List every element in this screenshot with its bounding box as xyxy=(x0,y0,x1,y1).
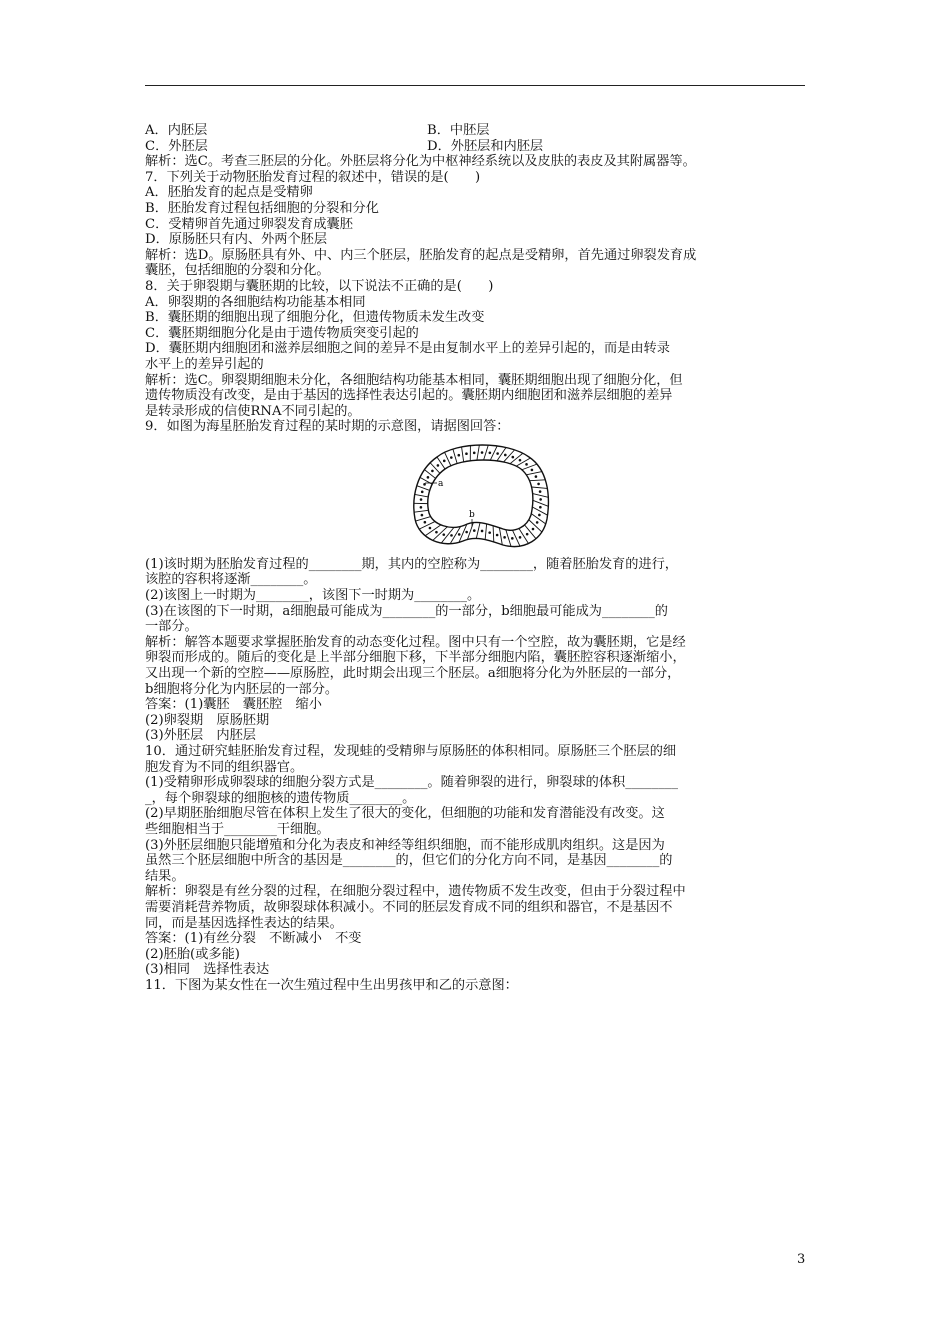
option-text: D．外胚层和内胚层 xyxy=(427,138,544,154)
text-line: 该腔的容积将逐渐________。 xyxy=(145,572,317,588)
text-line: (3)相同 选择性表达 xyxy=(145,962,270,978)
text-line: C．囊胚期细胞分化是由于遗传物质突变引起的 xyxy=(145,325,419,341)
option-text: A．内胚层 xyxy=(145,123,208,138)
cell-wall xyxy=(417,486,430,491)
cell-wall xyxy=(477,445,479,460)
starfish-blastula-figure xyxy=(145,439,810,551)
text-line: 9．如图为海星胚胎发育过程的某时期的示意图，请据图回答： xyxy=(145,419,510,435)
option-row xyxy=(145,123,810,139)
cell-wall xyxy=(512,530,519,546)
cell-nucleus xyxy=(457,454,460,457)
cell-nucleus xyxy=(496,452,499,455)
cell-nucleus xyxy=(420,498,423,501)
cell-wall xyxy=(529,520,542,532)
cell-nucleus xyxy=(539,506,542,509)
cell-nucleus xyxy=(450,534,453,537)
text-line: 解析：选C。卵裂期细胞未分化，各细胞结构功能基本相同，囊胚期细胞出现了细胞分化，但 xyxy=(145,372,683,388)
cell-wall xyxy=(519,528,529,543)
text-line: 11．下图为某女性在一次生殖过程中生出男孩甲和乙的示意图： xyxy=(145,977,518,993)
cell-nucleus xyxy=(535,475,538,478)
cell-nucleus xyxy=(443,459,446,462)
text-line: B．胚胎发育过程包括细胞的分裂和分化 xyxy=(145,200,379,216)
text-line: 胞发育为不同的组织器官。 xyxy=(145,759,304,775)
cell-wall xyxy=(499,528,502,545)
text-line: A．卵裂期的各细胞结构功能基本相同 xyxy=(145,294,366,310)
cell-wall xyxy=(425,525,441,536)
header-rule xyxy=(145,85,805,86)
cell-nucleus xyxy=(526,533,529,536)
text-line: 遗传物质没有改变，是由于基因的选择性表达引起的。囊胚期内细胞团和滋养层细胞的差异 xyxy=(145,388,673,404)
text-line: 解析：解答本题要求掌握胚胎发育的动态变化过程。图中只有一个空腔，故为囊胚期，它是经 xyxy=(145,634,686,650)
cell-wall xyxy=(506,530,511,547)
blastula-diagram xyxy=(407,439,557,551)
cell-wall xyxy=(419,521,435,529)
cell-nucleus xyxy=(525,463,528,466)
cell-wall xyxy=(414,510,428,512)
cell-wall xyxy=(462,447,464,462)
cell-nucleus xyxy=(538,514,541,517)
cell-nucleus xyxy=(450,456,453,459)
questions-9-11-text xyxy=(145,557,810,994)
page-content xyxy=(145,123,810,994)
cell-wall xyxy=(415,516,430,521)
cell-nucleus xyxy=(519,459,522,462)
text-line: 7．下列关于动物胚胎发育过程的叙述中，错误的是( ) xyxy=(145,169,481,185)
cell-wall xyxy=(493,526,494,542)
text-line: 同，而是基因选择性表达的结果。 xyxy=(145,915,343,931)
question-6-options xyxy=(145,123,810,154)
text-line: 10．通过研究蛙胚胎发育过程，发现蛙的受精卵与原肠胚的体积相同。原肠胚三个胚层的细 xyxy=(145,744,677,759)
cell-nucleus xyxy=(512,456,515,459)
text-line: (2)该图上一时期为________，该图下一时期为________。 xyxy=(145,588,481,604)
cell-nucleus xyxy=(423,483,426,486)
cell-wall xyxy=(522,464,537,470)
text-line: _，每个卵裂球的细胞核的遗传物质________。 xyxy=(145,790,416,806)
cell-wall xyxy=(445,452,451,465)
cell-wall xyxy=(516,458,530,466)
cell-wall xyxy=(532,487,548,488)
cell-wall xyxy=(467,522,473,539)
cell-wall xyxy=(533,500,548,506)
cell-nucleus xyxy=(458,533,461,536)
cell-wall xyxy=(525,525,536,539)
text-line: 虽然三个胚层细胞中所含的基因是________的，但它们的分化方向不同，是基因________的 xyxy=(145,853,673,869)
cell-nucleus xyxy=(424,521,427,524)
cell-nucleus xyxy=(539,498,542,501)
text-line: (1)该时期为胚胎发育过程的________期，其内的空腔称为________，随着胚胎发育的进行， xyxy=(145,556,678,572)
page-number: 3 xyxy=(797,1252,806,1267)
text-line: (3)外胚层 内胚层 xyxy=(145,728,256,744)
cell-wall xyxy=(526,471,542,474)
text-line: B．囊胚期的细胞出现了细胞分化，但遗传物质未发生改变 xyxy=(145,310,485,326)
cell-nucleus xyxy=(435,531,438,534)
cell-nucleus xyxy=(511,537,514,540)
label-b: b xyxy=(469,509,475,520)
option-text: B．中胚层 xyxy=(427,123,490,138)
text-line: 卵裂而形成的。随后的变化是上半部分细胞下移，下半部分细胞内陷，囊胚腔容积逐渐缩小， xyxy=(145,650,686,666)
label-a: a xyxy=(438,478,444,489)
cell-wall xyxy=(485,524,486,540)
cell-nucleus xyxy=(442,533,445,536)
cell-nucleus xyxy=(496,534,499,537)
cell-nucleus xyxy=(431,470,434,473)
cell-wall xyxy=(530,480,546,481)
cell-nucleus xyxy=(489,451,492,454)
text-line: 是转录形成的信使RNA不同引起的。 xyxy=(145,403,361,419)
cell-wall xyxy=(510,453,523,463)
cell-wall xyxy=(437,457,445,469)
cell-nucleus xyxy=(437,464,440,467)
text-line: 答案：(1)囊胚 囊胚腔 缩小 xyxy=(145,697,322,713)
text-line: 囊胚，包括细胞的分裂和分化。 xyxy=(145,263,330,279)
text-line: A．胚胎发育的起点是受精卵 xyxy=(145,185,313,201)
cell-nucleus xyxy=(473,451,476,454)
cell-nucleus xyxy=(532,528,535,531)
cell-nucleus xyxy=(465,452,468,455)
text-line: C．受精卵首先通过卵裂发育成囊胚 xyxy=(145,216,353,232)
text-line: D．囊胚期内细胞团和滋养层细胞之间的差异不是由复制水平上的差异引起的，而是由转录 xyxy=(145,341,670,357)
cell-nucleus xyxy=(539,490,542,493)
cell-wall xyxy=(424,470,435,479)
cell-nucleus xyxy=(503,536,506,539)
cell-nucleus xyxy=(519,536,522,539)
text-line: 又出现一个新的空腔——原肠腔，此时期会出现三个胚层。a细胞将分化为外胚层的一部分， xyxy=(145,666,681,682)
cell-nucleus xyxy=(427,476,430,479)
cell-nucleus xyxy=(531,468,534,471)
text-line: 结果。 xyxy=(145,868,185,884)
cell-nucleus xyxy=(481,451,484,454)
text-line: 一部分。 xyxy=(145,619,198,635)
text-line: 需要消耗营养物质，故卵裂球体积减小。不同的胚层发育成不同的组织和器官，不是基因不 xyxy=(145,899,673,915)
option-text: C．外胚层 xyxy=(145,138,208,154)
text-line: 解析：选D。原肠胚具有外、中、内三个胚层，胚胎发育的起点是受精卵，首先通过卵裂发育成 xyxy=(145,247,697,263)
text-line: (2)早期胚胎细胞尽管在体积上发生了很大的变化，但细胞的功能和发育潜能没有改变。这 xyxy=(145,806,665,822)
cell-nucleus xyxy=(537,483,540,486)
cell-wall xyxy=(533,493,549,497)
questions-7-9-text xyxy=(145,154,810,435)
text-line: (2)胚胎(或多能) xyxy=(145,946,240,962)
cell-wall xyxy=(490,446,497,460)
cell-nucleus xyxy=(420,506,423,509)
text-line: (3)在该图的下一时期，a细胞最可能成为________的一部分，b细胞最可能成为________的 xyxy=(145,603,668,619)
cell-nucleus xyxy=(488,531,491,534)
text-line: D．原肠胚只有内、外两个胚层 xyxy=(145,232,328,248)
text-line: (3)外胚层细胞只能增殖和分化为表皮和神经等组织细胞，而不能形成肌肉组织。这是因为 xyxy=(145,837,665,853)
text-line: (1)受精卵形成卵裂球的细胞分裂方式是________。随着卵裂的进行，卵裂球的体积________ xyxy=(145,775,678,791)
text-line: (2)卵裂期 原肠胚期 xyxy=(145,712,270,728)
text-line: 答案：(1)有丝分裂 不断减小 不变 xyxy=(145,931,362,947)
cell-nucleus xyxy=(536,521,539,524)
cell-wall xyxy=(476,523,480,539)
cell-nucleus xyxy=(465,531,468,534)
cell-wall xyxy=(484,445,489,460)
text-line: 解析：卵裂是有丝分裂的过程，在细胞分裂过程中，遗传物质不发生改变，但由于分裂过程中 xyxy=(145,884,686,900)
cell-nucleus xyxy=(421,514,424,517)
cell-nucleus xyxy=(429,527,432,530)
text-line: 水平上的差异引起的 xyxy=(145,356,264,372)
cell-nucleus xyxy=(504,454,507,457)
text-line: 些细胞相当于________干细胞。 xyxy=(145,821,330,837)
text-line: b细胞将分化为内胚层的一部分。 xyxy=(145,681,339,697)
cell-nucleus xyxy=(473,529,476,532)
cell-wall xyxy=(453,449,457,463)
cell-nucleus xyxy=(421,490,424,493)
text-line: 8．关于卵裂期与囊胚期的比较，以下说法不正确的是( ) xyxy=(145,278,494,294)
inner-membrane xyxy=(428,460,533,530)
cell-nucleus xyxy=(481,530,484,533)
text-line: 解析：选C。考查三胚层的分化。外胚层将分化为中枢神经系统以及皮肤的表皮及其附属器等。 xyxy=(145,154,696,170)
cell-wall xyxy=(415,494,428,497)
option-row xyxy=(145,139,810,155)
